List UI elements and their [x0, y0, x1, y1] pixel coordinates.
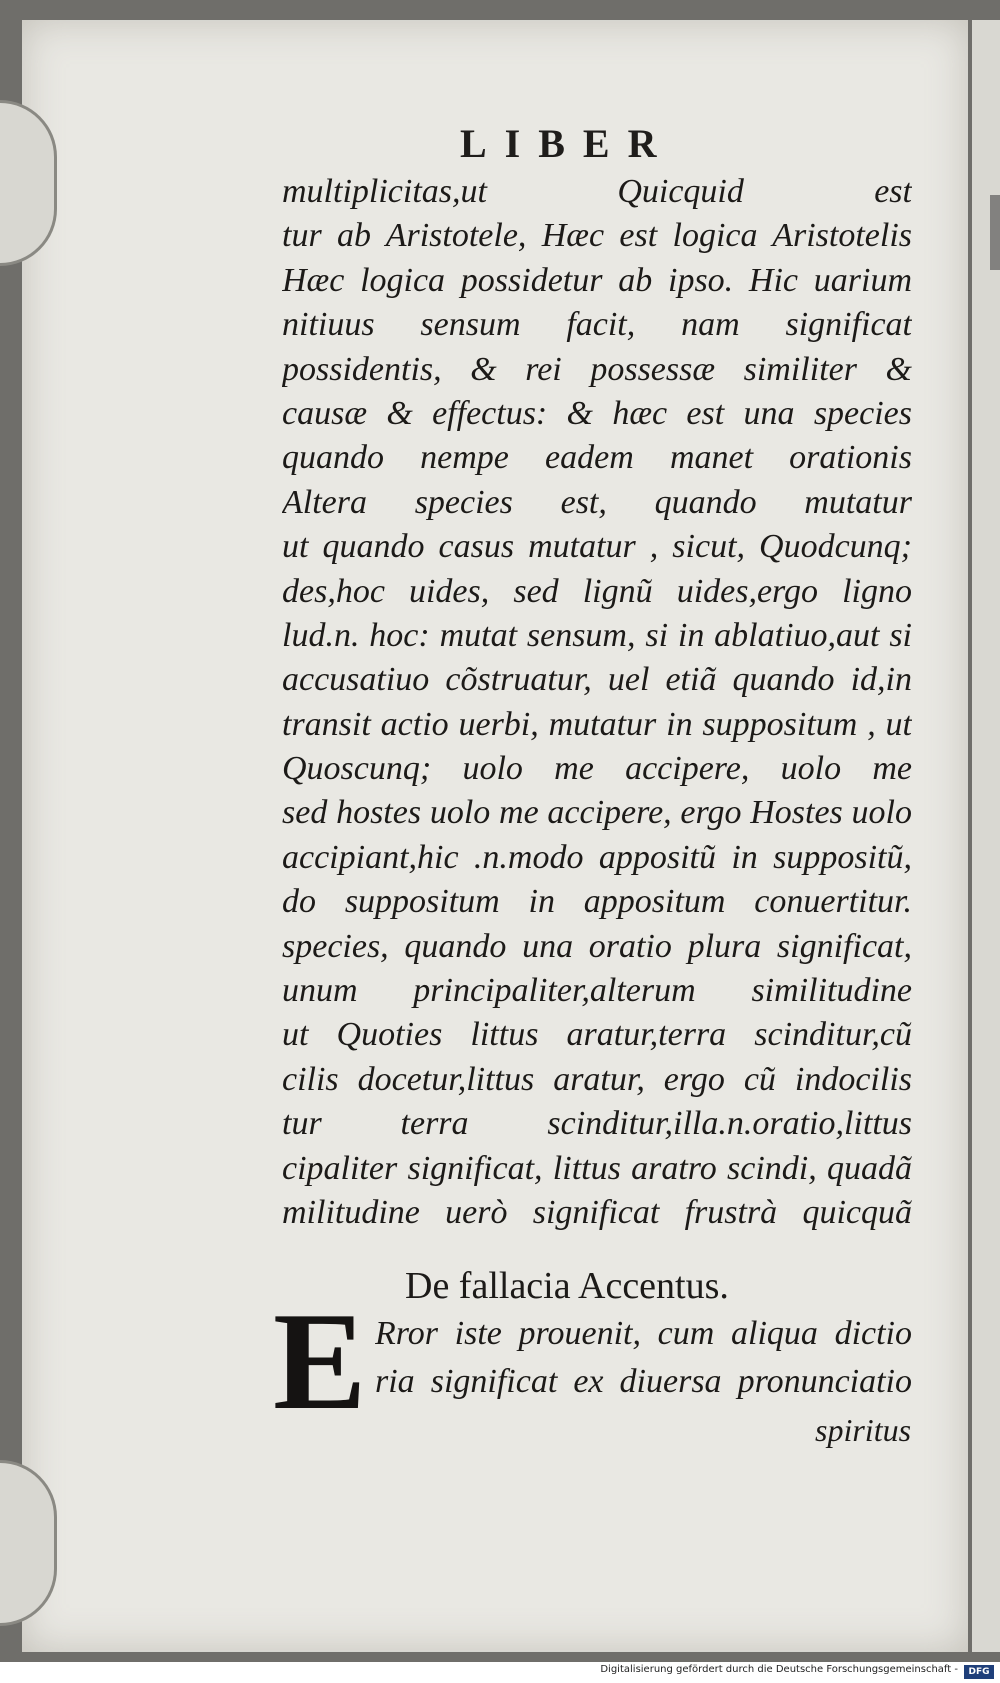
- text-line: cilis docetur,littus aratur, ergo cũ indocilis: [282, 1060, 912, 1098]
- text-line: causæ & effectus: & hæc est una species: [282, 394, 912, 432]
- text-line: do suppositum in appositum conuertitur.: [282, 883, 912, 921]
- text-line: militudine uerò significat frustrà quicquã: [282, 1193, 912, 1231]
- text-line: ut Quoties littus aratur,terra scinditur,cũ: [282, 1016, 912, 1054]
- footer-bar: [0, 1662, 1000, 1683]
- text-line: multiplicitas,ut Quicquid est: [282, 173, 912, 210]
- digitization-credit: Digitalisierung gefördert durch die Deutsche Forschungsgemeinschaft -: [600, 1664, 958, 1675]
- text-line: ut quando casus mutatur , sicut, Quodcunq;: [282, 528, 912, 566]
- text-line: sed hostes uolo me accipere, ergo Hostes uolo: [282, 794, 912, 832]
- running-head: LIBER: [460, 121, 675, 166]
- facing-page-text-fragment: [990, 195, 1000, 270]
- text-line: ria significat ex diuersa pronunciatio: [375, 1363, 912, 1400]
- text-line: transit actio uerbi, mutatur in suppositum , ut: [282, 705, 912, 743]
- main-text-block: [282, 170, 912, 1235]
- text-line: tur terra scinditur,illa.n.oratio,littus: [282, 1105, 912, 1143]
- text-line: cipaliter significat, littus aratro scindi, quadã: [282, 1149, 912, 1187]
- drop-cap: E: [273, 1284, 367, 1439]
- catchword: spiritus: [815, 1412, 912, 1448]
- text-line: possidentis, & rei possessæ similiter &: [282, 350, 912, 388]
- text-line: Altera species est, quando mutatur: [282, 483, 912, 521]
- text-line: des,hoc uides, sed lignũ uides,ergo ligno: [282, 572, 912, 610]
- text-line: tur ab Aristotele, Hæc est logica Aristotelis: [282, 217, 912, 255]
- dfg-logo[interactable]: DFG: [964, 1665, 994, 1679]
- section-heading: De fallacia Accentus.: [405, 1265, 729, 1307]
- text-line: unum principaliter,alterum similitudine: [282, 972, 912, 1010]
- text-line: accipiant,hic .n.modo appositũ in suppositũ,: [282, 838, 912, 876]
- text-line: nitiuus sensum facit, nam significat: [282, 306, 912, 344]
- text-line: quando nempe eadem manet orationis: [282, 439, 912, 477]
- section-text-block: [375, 1310, 912, 1406]
- text-line: Hæc logica possidetur ab ipso. Hic uarium: [282, 261, 912, 299]
- text-line: Quoscunq; uolo me accipere, uolo me: [282, 750, 912, 788]
- text-line: species, quando una oratio plura significat,: [282, 927, 912, 965]
- text-line: lud.n. hoc: mutat sensum, si in ablatiuo,aut si: [282, 616, 912, 654]
- text-line: accusatiuo cõstruatur, uel etiã quando id,in: [282, 661, 912, 699]
- text-line: Rror iste prouenit, cum aliqua dictio: [375, 1315, 912, 1352]
